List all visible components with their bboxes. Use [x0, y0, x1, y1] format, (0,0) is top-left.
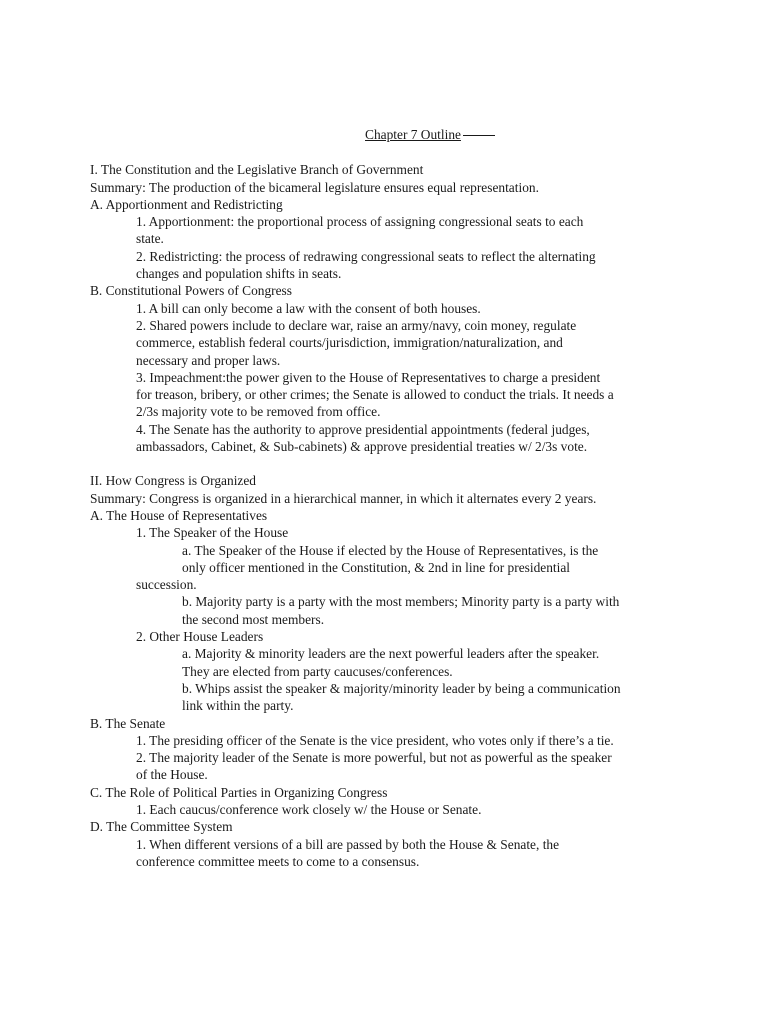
- outline-line: 1. The Speaker of the House: [136, 525, 289, 541]
- outline-line: A. Apportionment and Redistricting: [90, 196, 283, 212]
- outline-line: 2. Redistricting: the process of redrawing congressional seats to reflect the alternating: [136, 248, 596, 264]
- outline-line: 2. Other House Leaders: [136, 629, 264, 645]
- title-text: Chapter 7 Outline: [365, 127, 461, 142]
- title-underline-rule: [463, 135, 495, 136]
- outline-body: [90, 161, 690, 870]
- outline-line: 2. Shared powers include to declare war, raise an army/navy, coin money, regulate: [136, 317, 577, 333]
- outline-line: ambassadors, Cabinet, & Sub-cabinets) & approve presidential treaties w/ 2/3s vote.: [136, 439, 588, 455]
- outline-line: A. The House of Representatives: [90, 507, 268, 523]
- outline-line: 4. The Senate has the authority to approve presidential appointments (federal judges,: [136, 421, 590, 437]
- outline-line: b. Whips assist the speaker & majority/minority leader by being a communication: [182, 680, 621, 696]
- outline-line: Summary: The production of the bicameral legislature ensures equal representation.: [90, 179, 539, 195]
- outline-line: conference committee meets to come to a consensus.: [136, 853, 420, 869]
- outline-line: 1. Each caucus/conference work closely w/ the House or Senate.: [136, 801, 482, 817]
- section-spacer: [90, 455, 690, 472]
- outline-line: I. The Constitution and the Legislative Branch of Government: [90, 162, 424, 178]
- outline-line: 2/3s majority vote to be removed from office.: [136, 404, 381, 420]
- outline-line: 1. A bill can only become a law with the consent of both houses.: [136, 300, 481, 316]
- outline-line: They are elected from party caucuses/conferences.: [182, 663, 453, 679]
- outline-line: D. The Committee System: [90, 819, 233, 835]
- document-page: [90, 126, 690, 870]
- outline-line: 1. The presiding officer of the Senate is the vice president, who votes only if there’s a tie.: [136, 732, 614, 748]
- outline-line: for treason, bribery, or other crimes; the Senate is allowed to conduct the trials. It needs a: [136, 387, 614, 403]
- outline-line: 2. The majority leader of the Senate is more powerful, but not as powerful as the speaker: [136, 750, 612, 766]
- outline-line: the second most members.: [182, 611, 325, 627]
- outline-line: only officer mentioned in the Constitution, & 2nd in line for presidential: [182, 559, 571, 575]
- outline-line: a. Majority & minority leaders are the next powerful leaders after the speaker.: [182, 646, 600, 662]
- outline-line: b. Majority party is a party with the most members; Minority party is a party with: [182, 594, 620, 610]
- outline-line: Summary: Congress is organized in a hierarchical manner, in which it alternates every 2 years.: [90, 490, 597, 506]
- outline-line: a. The Speaker of the House if elected by the House of Representatives, is the: [182, 542, 599, 558]
- outline-line: 1. When different versions of a bill are passed by both the House & Senate, the: [136, 836, 560, 852]
- outline-line: commerce, establish federal courts/jurisdiction, immigration/naturalization, and: [136, 335, 563, 351]
- outline-line: 1. Apportionment: the proportional process of assigning congressional seats to each: [136, 214, 584, 230]
- outline-line: link within the party.: [182, 698, 294, 714]
- outline-line: 3. Impeachment:the power given to the House of Representatives to charge a president: [136, 369, 601, 385]
- document-title: [170, 126, 690, 143]
- outline-line: changes and population shifts in seats.: [136, 266, 342, 282]
- outline-line: B. The Senate: [90, 715, 166, 731]
- outline-line: II. How Congress is Organized: [90, 473, 256, 489]
- outline-line: necessary and proper laws.: [136, 352, 281, 368]
- outline-line: of the House.: [136, 767, 208, 783]
- outline-line: B. Constitutional Powers of Congress: [90, 283, 292, 299]
- outline-line: succession.: [136, 577, 197, 593]
- outline-line: C. The Role of Political Parties in Organizing Congress: [90, 784, 388, 800]
- outline-line: state.: [136, 231, 164, 247]
